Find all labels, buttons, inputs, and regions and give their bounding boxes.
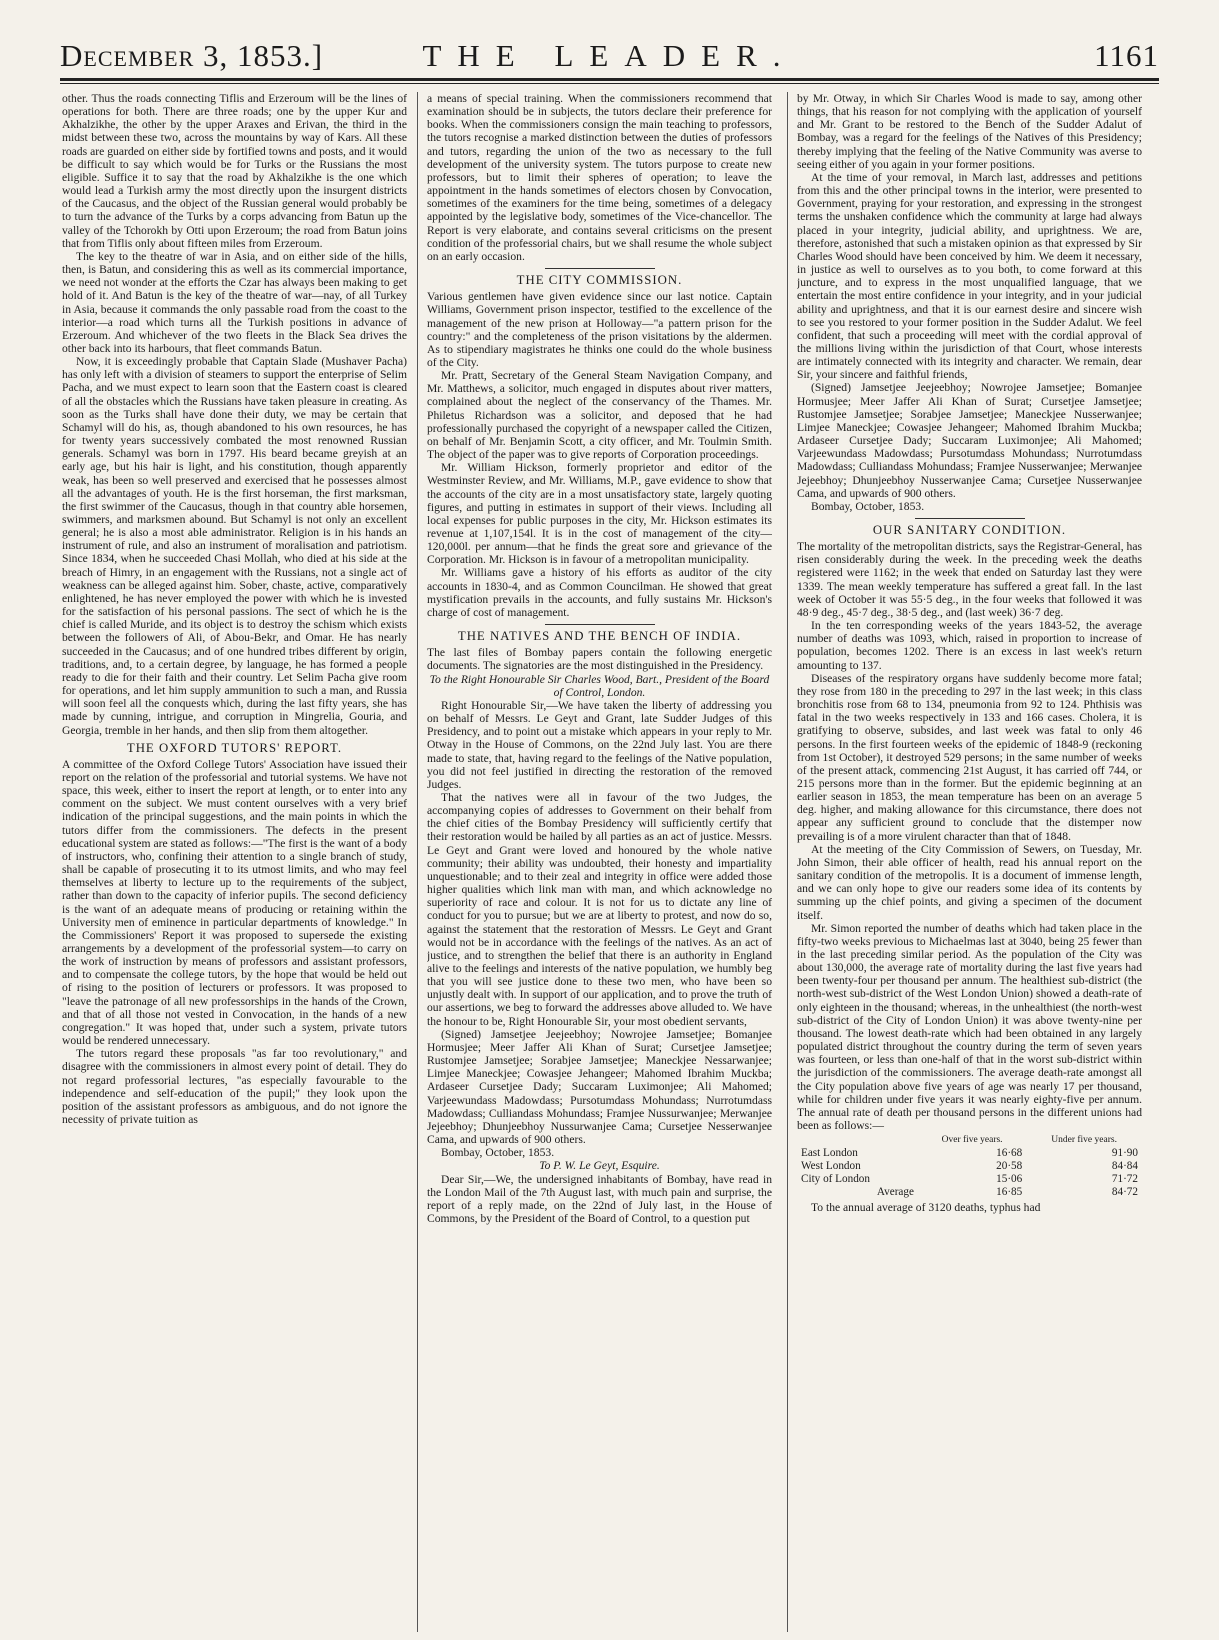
column-1: [62, 92, 407, 1632]
average-under-five: 84·72: [1111, 1186, 1138, 1199]
rate-under-five: 84·84: [1111, 1160, 1138, 1173]
article-paragraph: The mortality of the metropolitan districts, says the Registrar-General, has risen considerably during the week. In the preceding week the deaths registered were 1162; in the week that ended on Saturday last they were 1339. The mean weekly temperature has suffered a great fall. In the last week of October it was 55·5 deg., in the four weeks that followed it was 48·9 deg., 45·7 deg., 38·5 deg., and (last week) 36·7 deg.: [797, 540, 1142, 619]
article-paragraph: Mr. Pratt, Secretary of the General Steam Navigation Company, and Mr. Matthews, a solicitor, much engaged in disputes about river matters, complained about the neglect of the conservancy of the Thames. Mr. Philetus Richardson was a solicitor, and deposed that he had professionally purchased the copyright of a newspaper called the Citizen, on behalf of Mr. Benjamin Scott, a city officer, and Mr. Toulmin Smith. The object of the paper was to give reports of Corporation proceedings.: [427, 369, 772, 462]
letter-paragraph: Dear Sir,—We, the undersigned inhabitants of Bombay, have read in the London Mail of the 7th August last, with much pain and surprise, the report of a reply made, on the 22nd of July last, in the House of Commons, by the President of the Board of Control, to a question put: [427, 1172, 772, 1225]
table-header-blank: [797, 1134, 918, 1147]
article-paragraph: Mr. Simon reported the number of deaths which had taken place in the fifty-two weeks previous to Michaelmas last at 3040, being 25 fewer than in the last preceding similar period. As the population of the City was about 130,000, the average rate of mortality during the last five years had been twenty-four per thousand per annum. The healthiest sub-district (the north-west sub-district of the West London Union) showed a death-rate of only eighteen in the thousand; whereas, in the unhealthiest (the north-west sub-district of the City of London Union) it was above twenty-nine per thousand. The lowest death-rate which had been obtained in any largely populated district throughout the country during the term of seven years was fourteen, or less than one-half of that in the worst sub-district within the jurisdiction of the commissioners. The average death-rate amongst all the City population above five years of age was nearly 17 per thousand, while for children under five years it was nearly eighty-five per annum. The annual rate of death per thousand persons in the different unions had been as follows:—: [797, 921, 1142, 1133]
table-row: [797, 1160, 1142, 1173]
table-row: [797, 1173, 1142, 1186]
article-paragraph: a means of special training. When the commissioners recommend that examination should be in subjects, the tutors declare their preference for books. When the commissioners consign the main teaching to professors, the tutors recognise a marked distinction between the duties of professors and tutors, regarding the union of the two as necessary to the full development of the university system. The tutors purpose to create new professors, but to limit their spheres of operation; to leave the appointment in the hands sometimes of electors chosen by Convocation, sometimes of the examiners for the time being, sometimes of a delegacy appointed by the legislative body, sometimes of the Vice-chancellor. The Report is very elaborate, and contains several criticisms on the present condition of the professorial chairs, but we shall resume the whole subject on an early occasion.: [427, 92, 772, 263]
headline-sanitary-condition: OUR SANITARY CONDITION.: [872, 523, 1067, 537]
letter-dateline: Bombay, October, 1853.: [441, 1146, 555, 1160]
headline-oxford-tutors-report: THE OXFORD TUTORS' REPORT.: [126, 740, 343, 755]
article-paragraph: The tutors regard these proposals "as far too revolutionary," and disagree with the commissioners in almost every point of detail. They do not regard professorial lectures, "as especially favourable to the independence and self-education of the pupil;" they look upon the position of the assistant professors as ambiguous, and do not ignore the necessity of private tuition as: [62, 1047, 407, 1127]
section-separator: [545, 624, 655, 625]
average-over-five: 16·85: [996, 1186, 1023, 1199]
article-paragraph: Mr. Williams gave a history of his efforts as auditor of the city accounts in 1830-4, and as Common Councilman. He showed that great mystification prevails in the accounts, and fully sustains Mr. Hickson's charge of cost of management.: [427, 566, 772, 619]
headline-natives-bench-india: THE NATIVES AND THE BENCH OF INDIA.: [457, 629, 742, 644]
article-paragraph: Various gentlemen have given evidence since our last notice. Captain Williams, Government prison inspector, testified to the excellence of the management of the new prison at Holloway—"a pattern prison for the country:" and the completeness of the prison visitations by the aldermen. As to stipendiary magistrates he thinks one could do the whole business of the City.: [427, 290, 772, 369]
article-paragraph: Now, it is exceedingly probable that Captain Slade (Mushaver Pacha) has only left with a division of steamers to support the enterprise of Selim Pacha, and we must expect to learn soon that the Eastern coast is cleared of all the obstacles which the Russians have taken pleasure in creating. As soon as the Turks shall have done their duty, we may be certain that Schamyl will do his, as, though abandoned to his own resources, he has for twenty years successively combated the most renowned Russian generals. Schamyl was born in 1797. His beard became greyish at an early age, but his hair is light, and his constitution, though apparently weak, has been so well preserved and exercised that he possesses almost all the advantages of youth. He is the first horseman, the first marksman, the first swimmer of the Caucasus, though in that country able horsemen, swimmers, and marksmen abound. But Schamyl is not only an excellent general; he is also a most able administrator. Religion is in his hands an instrument of rule, and also an instrument of moralisation and patriotism. Since 1834, when he succeeded Chasi Mollah, who died at his side at the breach of Himry, in an engagement with the Russians, not a single act of weakness can be alleged against him. Sober, chaste, active, comparatively enlightened, he has never employed the power with which he is invested for the satisfaction of his personal passions. The sect of which he is the chief is called Muride, and its object is to destroy the schism which exists between the followers of Ali, of Abou-Bekr, and Omar. He has nearly succeeded in the Caucasus; and of one hundred tribes different by origin, traditions, and, to a certain degree, by language, he has formed a people ready to die for their faith and their country. Let Selim Pacha give room for operations, and let him supply ammunition to such a man, and Russia will soon feel all the conquests which, during the last fifty years, she has made by cunning, intrigue, and corruption in Mingrelia, Gouria, and Georgia, tremble in her hands, and then slip from them altogether.: [62, 355, 407, 737]
column-divider: [417, 92, 418, 1632]
union-name: East London: [801, 1147, 858, 1160]
rate-over-five: 16·68: [996, 1147, 1023, 1160]
table-average-row: [797, 1186, 1142, 1199]
letter-signatories: (Signed) Jamsetjee Jeejeebhoy; Nowrojee Jamsetjee; Bomanjee Hormusjee; Meer Jaffer Ali Khan of Surat; Cursetjee Jamsetjee; Rustomjee Jamsetjee; Sorabjee Jamsetjee; Maneckjee Nusserwanjee; Limjee Maneckjee; Cowasjee Jehangeer; Mahomed Ibrahim Muckba; Ardaseer Cursetjee Dady; Succaram Luximonjee; Ali Mahomed; Varjeewundass Madowdass; Pursotumdass Mohundass; Nurrotumdass Madowdass; Culliandass Mohundass; Framjee Nusserwanjee; Merwanjee Jejeebhoy; Dhunjeebhoy Nusserwanjee Cama; Cursetjee Nusserwanjee Cama, and upwards of 900 others.: [797, 381, 1142, 500]
letter-paragraph: by Mr. Otway, in which Sir Charles Wood is made to say, among other things, that his reason for not complying with the application of yourself and Mr. Grant to be restored to the Bench of the Sudder Adalut of Bombay, was a regard for the feelings of the Natives of this Presidency; thereby implying that the feeling of the Native Community was averse to seeing either of you again in your former positions.: [797, 92, 1142, 171]
article-paragraph: other. Thus the roads connecting Tiflis and Erzeroum will be the lines of operations for both. There are three roads; one by the upper Kur and Akhalzikhe, the other by the upper Araxes and Erivan, the third in the midst between these two, across the mountains by way of Kars. All these roads are guarded on either side by fortified towns and posts, and it would be difficult to say which would be for Turks or the Russians the most eligible. Suffice it to say that the road by Akhalzikhe is the one which would lead a Turkish army the most directly upon the insurgent districts of the Caucasus, and the object of the Russian general would probably be to turn the advance of the Turks by a corps advancing from Batun up the valley of the Tchorokh by Otti upon Erzeroum; the road from Batun joins that from Tiflis only about fifteen miles from Erzeroum.: [62, 92, 407, 250]
article-paragraph: A committee of the Oxford College Tutors' Association have issued their report on the relation of the professorial and tutorial systems. We have not space, this week, either to insert the report at length, or to enter into any comment on the subject. We must content ourselves with a very brief indication of the principal suggestions, and the main points in which the tutors differ from the commissioners. The defects in the present educational system are stated as follows:—"The first is the want of a body of instructors, who, confining their attention to a single branch of study, shall be capable of prosecuting it to its utmost limits, and who may feel themselves at liberty to lecture up to the requirements of the subject, rather than down to the capacity of inferior pupils. The second deficiency is the want of an adequate means of producing or retaining within the University men of eminence in particular departments of knowledge." In the Commissioners' Report it was proposed to supersede the existing arrangements by a development of the professorial system—to carry on the work of instruction by means of professors and assistant professors, and to compensate the college tutors, by the hope that would be held out of rising to the position of lecturers or professors. It was proposed to "leave the patronage of all new professorships in the hands of the Crown, and that of all those not vested in Convocation, in the hands of a new congregation." It was hoped that, under such a system, private tutors would be rendered unnecessary.: [62, 757, 407, 1048]
column-divider: [787, 92, 788, 1632]
letter-signatories: (Signed) Jamsetjee Jeejeebhoy; Nowrojee Jamsetjee; Bomanjee Hormusjee; Meer Jaffer Ali Khan of Surat; Cursetjee Jamsetjee; Rustomjee Jamsetjee; Sorabjee Jamsetjee; Maneckjee Nessarwanjee; Limjee Maneckjee; Cowasjee Jehangeer; Mahomed Ibrahim Muckba; Ardaseer Cursetjee Dady; Succaram Luximonjee; Ali Mahomed; Varjeewundass Madowdass; Pursotumdass Mohundass; Nurrotumdass Madowdass; Culliandass Mohundass; Framjee Nussurwanjee; Merwanjee Jejeebhoy; Dhunjeebhoy Nussurwanjee Cama; Cursetjee Nesserwanjee Cama, and upwards of 900 others.: [427, 1027, 772, 1147]
table-row: [797, 1147, 1142, 1160]
article-paragraph: Mr. William Hickson, formerly proprietor and editor of the Westminster Review, and Mr. Williams, M.P., gave evidence to show that the accounts of the city are in a most unsatisfactory state, largely quoting figures, and putting in estimates in support of their views. Including all local expenses for public purposes in the city, Mr. Hickson estimates its revenue at 1,107,154l. It is in the cost of management of the city—120,000l. per annum—that he finds the great sore and grievance of the Corporation. Mr. Hickson is in favour of a metropolitan municipality.: [427, 461, 772, 567]
newspaper-title: THE LEADER.: [422, 38, 797, 73]
rate-over-five: 20·58: [996, 1160, 1023, 1173]
letter-paragraph: At the time of your removal, in March last, addresses and petitions from this and the other principal towns in the interior, were presented to Government, praying for your restoration, and expressing in the strongest terms the unshaken confidence which the community at large had always placed in your integrity, judicial ability, and uprightness. We are, therefore, astonished that such a mistaken opinion as that expressed by Sir Charles Wood should have been conceived by him. We deem it necessary, in justice as well to ourselves as to you both, to come forward at this juncture, and to express in the most unqualified language, that we entertain the most entire confidence in your integrity, and in your judicial ability and uprightness, and that it is our earnest desire and sincere wish to see you restored to your former position in the Sudder Adalut. We feel confident, that such a proceeding will meet with the cordial approval of the millions living within the jurisdiction of that Court, whose interests are intimately connected with its integrity and character. We remain, dear Sir, your sincere and faithful friends,: [797, 170, 1142, 382]
letter-paragraph: Right Honourable Sir,—We have taken the liberty of addressing you on behalf of Messrs. Le Geyt and Grant, late Sudder Judges of this Presidency, and to point out a mistake which appears in your reply to Mr. Otway in the House of Commons, on the 22nd July last. You are there made to state, that, having regard to the feelings of the Native population, you did not feel justified in directing the restoration of the removed Judges.: [427, 698, 772, 791]
letter-address: To the Right Honourable Sir Charles Wood, Bart., President of the Board of Control, London.: [429, 672, 770, 699]
letter-dateline: Bombay, October, 1853.: [811, 499, 925, 513]
average-label: Average: [876, 1186, 914, 1199]
header-rule-thin: [60, 83, 1159, 84]
letter-paragraph: That the natives were all in favour of the two Judges, the accompanying copies of addresses to Government on their behalf from the chief cities of the Bombay Presidency will sufficiently certify that their restoration would be hailed by all parties as an act of justice. Messrs. Le Geyt and Grant were loved and honoured by the whole native community; their ability was undoubted, their honesty and impartiality unquestionable; and to their zeal and integrity in office were added those higher qualities which link man with man, and which acknowledge no superiority of race and colour. It is not for us to dictate any line of conduct for you to pursue; but we are at liberty to protest, and now do so, against the statement that the restoration of Messrs. Le Geyt and Grant would not be in accordance with the feelings of the natives. As an act of justice, and to strengthen the belief that there is an authority in England alive to the feelings and interests of the native population, we humbly beg that you will see justice done to these two men, who have been so unjustly dealt with. In support of our application, and to prove the truth of our assertions, we beg to forward the addresses above alluded to. We have the honour to be, Right Honourable Sir, your most obedient servants,: [427, 790, 772, 1028]
masthead: [60, 38, 1159, 78]
section-separator: [915, 518, 1025, 519]
rate-over-five: 15·06: [996, 1173, 1023, 1186]
section-separator: [545, 268, 655, 269]
table-header-under-five: Under five years.: [1051, 1135, 1117, 1146]
issue-date: December 3, 1853.]: [60, 38, 324, 73]
union-name: West London: [801, 1160, 861, 1173]
rate-under-five: 91·90: [1111, 1147, 1138, 1160]
headline-city-commission: THE CITY COMMISSION.: [516, 273, 683, 288]
letter-address: To P. W. Le Geyt, Esquire.: [539, 1159, 660, 1173]
article-paragraph: At the meeting of the City Commission of Sewers, on Tuesday, Mr. John Simon, their able officer of health, read his annual report on the sanitary condition of the metropolis. It is a document of immense length, and we can only hope to give our readers some idea of its contents by summing up the chief points, and giving a specimen of the document itself.: [797, 842, 1142, 922]
rate-under-five: 71·72: [1111, 1173, 1138, 1186]
table-header-row: [797, 1134, 1142, 1147]
article-paragraph: In the ten corresponding weeks of the years 1843-52, the average number of deaths was 1093, which, raised in proportion to increase of population, becomes 1202. There is an excess in last week's return amounting to 137.: [797, 619, 1142, 672]
page-number: 1161: [1094, 38, 1159, 73]
union-name: City of London: [801, 1173, 870, 1186]
article-paragraph: The last files of Bombay papers contain the following energetic documents. The signatories are the most distinguished in the Presidency.: [427, 646, 772, 673]
header-rule: [60, 78, 1159, 81]
article-paragraph: To the annual average of 3120 deaths, typhus had: [811, 1201, 1041, 1215]
table-header-over-five: Over five years.: [941, 1135, 1003, 1146]
column-3: [797, 92, 1142, 1632]
death-rate-table: [797, 1134, 1142, 1199]
article-paragraph: The key to the theatre of war in Asia, and on either side of the hills, then, is Batun, and considering this as well as its commercial importance, we need not wonder at the efforts the Czar has always been making to get hold of it. And Batun is the key of the theatre of war—nay, of all Turkey in Asia, because it commands the only passable road from the coast to the interior—a road which turns all the Turkish positions in advance of Erzeroum. And whichever of the two fleets in the Black Sea drives the other back into its harbours, that fleet commands Batun.: [62, 249, 407, 355]
article-paragraph: Diseases of the respiratory organs have suddenly become more fatal; they rose from 180 in the preceding to 297 in the last week; in this class bronchitis rose from 68 to 134, pneumonia from 92 to 124. Phthisis was fatal in the two weeks respectively in 133 and 166 cases. Cholera, it is gratifying to observe, subsides, and last week was fatal to only 46 persons. In the first fourteen weeks of the epidemic of 1848-9 (reckoning from 1st October), it destroyed 529 persons; in the same number of weeks of the present attack, commencing 21st August, it has carried off 744, or 215 persons more than in the former. But the epidemic beginning at an earlier season in 1853, the mean temperature has been on an average 5 deg. higher, and making allowance for this circumstance, there does not appear any sufficient ground to conclude that the distemper now prevailing is of a more virulent character than that of 1848.: [797, 671, 1142, 843]
column-2: [427, 92, 772, 1632]
